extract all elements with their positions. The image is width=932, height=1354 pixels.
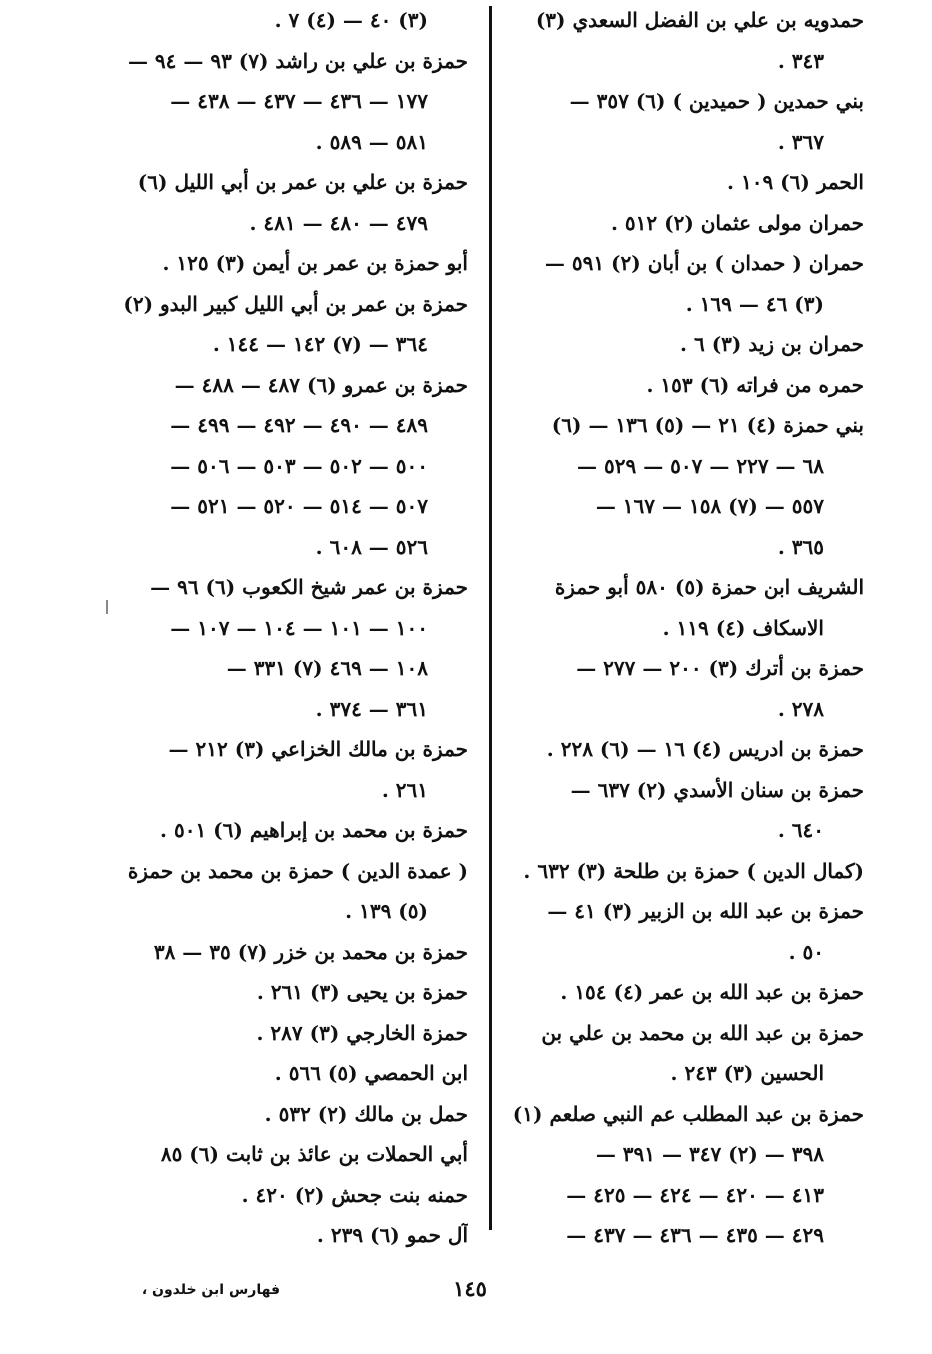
page-number: ١٤٥	[453, 1276, 487, 1301]
index-entry-line: حمزة بن عبد الله بن الزبير (٣) ٤١ —	[547, 899, 864, 923]
index-entry-line: حمنه بنت جحش (٢) ٤٢٠ .	[241, 1182, 468, 1207]
index-entry-line: بني حمزة (٤) ٢١ — (٥) ١٣٦ — (٦)	[551, 413, 864, 437]
index-entry-line: ٦٨ — ٢٢٧ — ٥٠٧ — ٥٢٩ —	[577, 453, 824, 478]
index-entry-line: حمزة بن ادريس (٤) ١٦ — (٦) ٢٢٨ .	[546, 737, 864, 761]
index-entry-line: ٥٥٧ — (٧) ١٥٨ — ١٦٧ —	[595, 494, 824, 518]
index-entry-line: الاسكاف (٤) ١١٩ .	[662, 615, 824, 640]
index-entry-line: حمزة بن محمد بن خزر (٧) ٣٥ — ٣٨	[153, 939, 468, 964]
index-entry-line: ٤٢٩ — ٤٣٥ — ٤٣٦ — ٤٣٧ —	[566, 1223, 824, 1247]
index-entry-line: بني حمدين ( حميدين ) (٦) ٣٥٧ —	[569, 89, 864, 113]
index-entry-line: ٥٠٠ — ٥٠٢ — ٥٠٣ — ٥٠٦ —	[170, 453, 428, 478]
index-entry-line: (٣) ٤٠ — (٤) ٧ .	[274, 8, 428, 32]
index-entry-line: حمزة بن عمر بن أبي الليل كبير البدو (٢)	[123, 291, 468, 316]
index-entry-line: حمزة بن عمر شيخ الكعوب (٦) ٩٦ —	[150, 575, 468, 599]
index-entry-line: حمزة بن عبد المطلب عم النبي صلعم (١)	[512, 1101, 864, 1126]
index-entry-line: حمره من فراته (٦) ١٥٣ .	[646, 372, 864, 397]
index-entry-line: (٥) ١٣٩ .	[345, 899, 428, 923]
index-entry-line: حمزة بن علي بن راشد (٧) ٩٣ — ٩٤ —	[127, 48, 468, 73]
index-entry-line: ٥٠٧ — ٥١٤ — ٥٢٠ — ٥٢١ —	[170, 494, 428, 518]
index-entry-line: ١٠٠ — ١٠١ — ١٠٤ — ١٠٧ —	[170, 615, 428, 640]
index-entry-line: حمران مولى عثمان (٢) ٥١٢ .	[610, 210, 864, 235]
index-entry-line: آل حمو (٦) ٢٣٩ .	[316, 1223, 468, 1247]
index-entry-line: حمزة بن عبد الله بن محمد بن علي بن	[541, 1020, 864, 1045]
index-entry-line: ٤٧٩ — ٤٨٠ — ٤٨١ .	[249, 210, 428, 235]
index-entry-line: ٤٨٩ — ٤٩٠ — ٤٩٢ — ٤٩٩ —	[170, 413, 428, 437]
index-entry-line: ٤١٣ — ٤٢٠ — ٤٢٤ — ٤٢٥ —	[566, 1182, 824, 1207]
index-entry-line: ٦٤٠ .	[777, 818, 824, 842]
index-entry-line: حمزة بن أترك (٣) ٢٠٠ — ٢٧٧ —	[576, 656, 864, 680]
index-entry-line: ابن الحمصي (٥) ٥٦٦ .	[274, 1061, 468, 1085]
index-entry-line: ٣٦١ — ٣٧٤ .	[315, 696, 428, 721]
index-entry-line: حمزة بن يحيى (٣) ٢٦١ .	[256, 980, 468, 1004]
index-entry-line: الحسين (٣) ٢٤٣ .	[670, 1061, 824, 1085]
index-entry-line: حمزة بن عمرو (٦) ٤٨٧ — ٤٨٨ —	[174, 372, 468, 397]
index-entry-line: حمزة بن سنان الأسدي (٢) ٦٣٧ —	[570, 777, 864, 802]
column-divider	[489, 6, 492, 1230]
index-entry-line: حمزة بن عبد الله بن عمر (٤) ١٥٤ .	[560, 980, 864, 1004]
index-entry-line: حمدويه بن علي بن الفضل السعدي (٣)	[535, 8, 864, 32]
index-entry-line: حمران ( حمدان ) بن أبان (٢) ٥٩١ —	[544, 251, 864, 275]
index-entry-line: ٣٦٤ — (٧) ١٤٢ — ١٤٤ .	[212, 332, 428, 356]
index-entry-line: حمزة بن محمد بن إبراهيم (٦) ٥٠١ .	[160, 818, 468, 842]
index-entry-line: ٣٤٣ .	[777, 48, 824, 73]
index-entry-line: (كمال الدين ) حمزة بن طلحة (٣) ٦٣٢ .	[523, 858, 864, 883]
index-column-left	[118, 0, 468, 1256]
index-entry-line: ١٧٧ — ٤٣٦ — ٤٣٧ — ٤٣٨ —	[170, 89, 428, 113]
running-footer-title: فهارس ابن خلدون ،	[141, 1282, 280, 1298]
index-entry-line: ٢٧٨ .	[777, 696, 824, 721]
index-entry-line: ٣٦٥ .	[777, 534, 824, 559]
scan-mark	[106, 600, 108, 614]
index-entry-line: الشريف ابن حمزة (٥) ٥٨٠ أبو حمزة	[554, 575, 864, 599]
index-entry-line: أبو حمزة بن عمر بن أيمن (٣) ١٢٥ .	[162, 251, 468, 275]
index-entry-line: ٥٠ .	[788, 939, 824, 964]
index-entry-line: حمران بن زيد (٣) ٦ .	[680, 332, 864, 356]
index-entry-line: أبي الحملات بن عائذ بن ثابت (٦) ٨٥	[160, 1142, 468, 1166]
index-entry-line: ٢٦١ .	[381, 777, 428, 802]
index-column-right	[512, 0, 864, 1256]
index-entry-line: حمزة بن علي بن عمر بن أبي الليل (٦)	[137, 170, 468, 194]
index-entry-line: ( عمدة الدين ) حمزة بن محمد بن حمزة	[127, 858, 468, 883]
index-entry-line: حمل بن مالك (٢) ٥٣٢ .	[264, 1101, 468, 1126]
index-entry-line: ٣٦٧ .	[777, 129, 824, 154]
index-entry-line: حمزة بن مالك الخزاعي (٣) ٢١٢ —	[168, 737, 468, 761]
index-entry-line: ١٠٨ — ٤٦٩ (٧) ٣٣١ —	[226, 656, 428, 680]
index-entry-line: ٥٨١ — ٥٨٩ .	[315, 129, 428, 154]
index-entry-line: الحمر (٦) ١٠٩ .	[727, 170, 864, 194]
index-entry-line: ٣٩٨ — (٢) ٣٤٧ — ٣٩١ —	[595, 1142, 824, 1166]
index-entry-line: (٣) ٤٦ — ١٦٩ .	[685, 291, 824, 316]
index-entry-line: ٥٢٦ — ٦٠٨ .	[315, 534, 428, 559]
index-entry-line: حمزة الخارجي (٣) ٢٨٧ .	[256, 1020, 468, 1045]
